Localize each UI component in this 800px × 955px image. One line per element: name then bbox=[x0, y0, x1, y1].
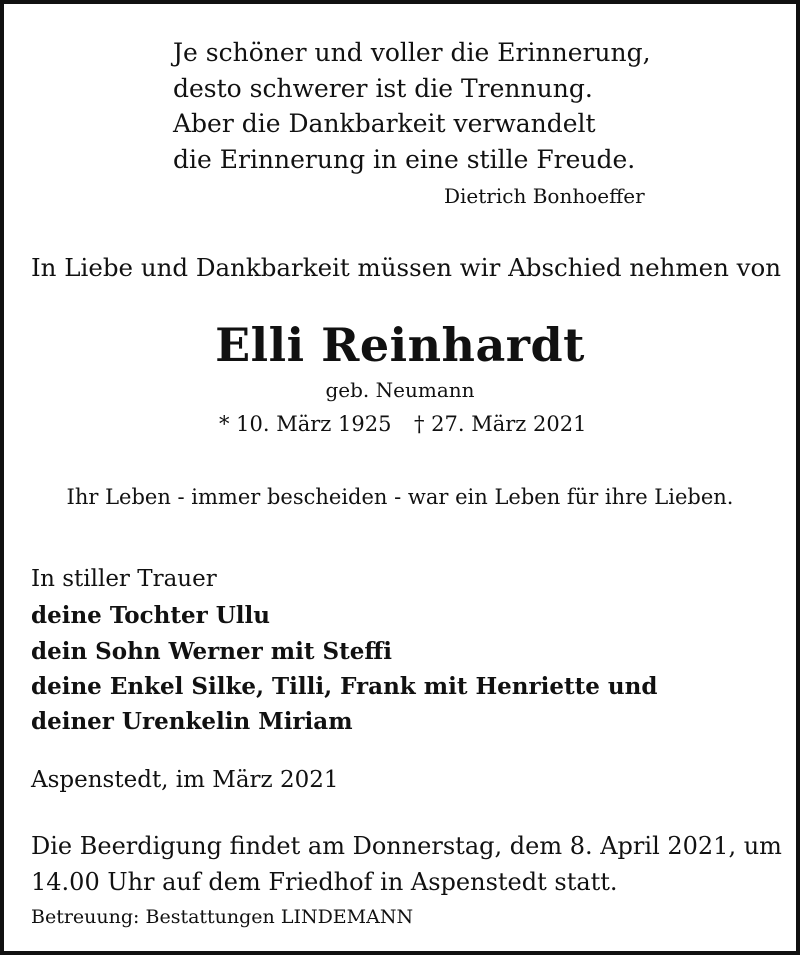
motto-text: Ihr Leben - immer bescheiden - war ein Leben für ihre Lieben. bbox=[66, 485, 734, 509]
birth-name: geb. Neumann bbox=[325, 378, 475, 402]
funeral-line: Die Beerdigung findet am Donnerstag, dem 8. April 2021, um bbox=[31, 832, 782, 860]
mourning-label: In stiller Trauer bbox=[31, 566, 217, 592]
poem-author: Dietrich Bonhoeffer bbox=[444, 184, 645, 208]
place-date: Aspenstedt, im März 2021 bbox=[31, 767, 339, 793]
poem-line: die Erinnerung in eine stille Freude. bbox=[173, 145, 636, 174]
mourner-line: deiner Urenkelin Miriam bbox=[31, 708, 353, 735]
funeral-care: Betreuung: Bestattungen LINDEMANN bbox=[31, 906, 414, 928]
death-date: † 27. März 2021 bbox=[414, 412, 587, 436]
mourner-line: deine Enkel Silke, Tilli, Frank mit Henriette und bbox=[31, 673, 658, 700]
poem-line: desto schwerer ist die Trennung. bbox=[173, 74, 593, 103]
poem-line: Aber die Dankbarkeit verwandelt bbox=[173, 109, 596, 138]
mourner-line: deine Tochter Ullu bbox=[31, 602, 270, 629]
birth-date: * 10. März 1925 bbox=[219, 412, 392, 436]
deceased-name: Elli Reinhardt bbox=[215, 318, 585, 372]
funeral-line: 14.00 Uhr auf dem Friedhof in Aspenstedt statt. bbox=[31, 868, 618, 896]
intro-text: In Liebe und Dankbarkeit müssen wir Abschied nehmen von bbox=[31, 253, 782, 282]
mourner-line: dein Sohn Werner mit Steffi bbox=[31, 638, 392, 665]
poem-line: Je schöner und voller die Erinnerung, bbox=[173, 38, 651, 67]
